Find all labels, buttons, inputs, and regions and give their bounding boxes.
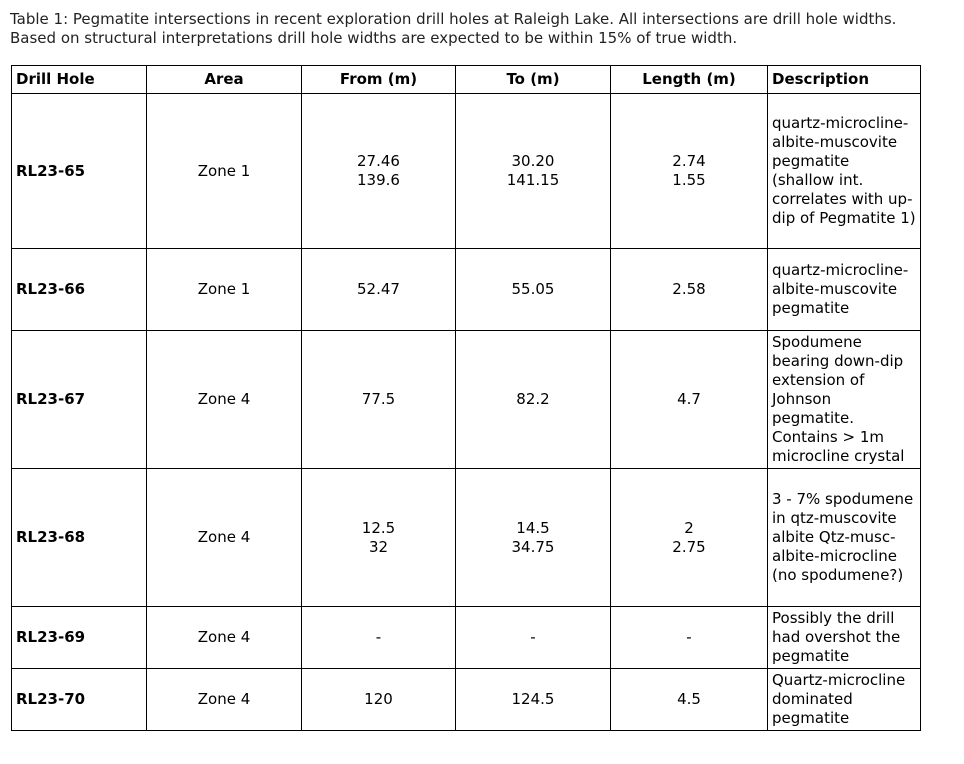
drill-hole-table xyxy=(11,65,921,731)
to-cell xyxy=(456,607,611,669)
from-value: 52.47 xyxy=(357,280,400,298)
area-cell: Zone 4 xyxy=(147,331,302,469)
area-cell: Zone 4 xyxy=(147,669,302,731)
from-value: 77.5 xyxy=(361,390,396,408)
from-value: - xyxy=(375,628,382,646)
from-cell xyxy=(302,607,456,669)
table-header-row xyxy=(12,66,921,94)
length-cell xyxy=(611,94,768,249)
to-cell xyxy=(456,331,611,469)
description-cell: Quartz-microcline dominated pegmatite xyxy=(768,669,921,731)
table-row xyxy=(12,469,921,607)
length-value: 2.74 xyxy=(672,152,706,170)
from-cell xyxy=(302,669,456,731)
length-value: 1.55 xyxy=(672,171,706,189)
table-row xyxy=(12,331,921,469)
length-value: 4.5 xyxy=(677,690,701,708)
area-cell: Zone 4 xyxy=(147,469,302,607)
header-area: Area xyxy=(147,66,302,94)
header-to: To (m) xyxy=(456,66,611,94)
header-drill-hole: Drill Hole xyxy=(12,66,147,94)
from-value: 32 xyxy=(368,537,389,556)
to-value: 55.05 xyxy=(511,280,555,298)
area-cell: Zone 4 xyxy=(147,607,302,669)
from-cell xyxy=(302,249,456,331)
length-cell xyxy=(611,669,768,731)
length-value: - xyxy=(686,628,692,646)
to-cell xyxy=(456,469,611,607)
area-cell: Zone 1 xyxy=(147,249,302,331)
header-description: Description xyxy=(768,66,921,94)
length-value: 2.58 xyxy=(672,280,706,298)
drill-hole-cell: RL23-70 xyxy=(12,669,147,731)
from-cell xyxy=(302,331,456,469)
to-value: 141.15 xyxy=(506,171,560,189)
description-cell: quartz-microcline-albite-muscovite pegmatite xyxy=(768,249,921,331)
table-row xyxy=(12,669,921,731)
length-value: 2.75 xyxy=(672,537,706,556)
table-row xyxy=(12,607,921,669)
length-cell xyxy=(611,607,768,669)
drill-hole-cell: RL23-69 xyxy=(12,607,147,669)
to-value: 82.2 xyxy=(516,390,550,408)
drill-hole-cell: RL23-67 xyxy=(12,331,147,469)
table-row xyxy=(12,94,921,249)
description-cell: Possibly the drill had overshot the pegmatite xyxy=(768,607,921,669)
from-value: 27.46 xyxy=(357,152,400,170)
length-cell xyxy=(611,469,768,607)
to-value: 124.5 xyxy=(511,690,555,708)
length-cell xyxy=(611,331,768,469)
from-value: 12.5 xyxy=(361,518,396,537)
to-cell xyxy=(456,249,611,331)
table-caption: Table 1: Pegmatite intersections in recent exploration drill holes at Raleigh Lake. All intersections are drill hole widths. Based on structural interpretations drill hole widths are expected to be within 15% of true width. xyxy=(10,10,897,47)
to-value: 34.75 xyxy=(511,537,555,556)
to-cell xyxy=(456,669,611,731)
header-from: From (m) xyxy=(302,66,456,94)
to-value: - xyxy=(530,628,536,646)
from-value: 120 xyxy=(364,690,393,708)
description-cell: Spodumene bearing down-dip extension of Johnson pegmatite. Contains > 1m microcline crystal xyxy=(768,331,921,469)
drill-hole-cell: RL23-66 xyxy=(12,249,147,331)
to-cell xyxy=(456,94,611,249)
description-cell: 3 - 7% spodumene in qtz-muscovite albite Qtz-musc-albite-microcline (no spodumene?) xyxy=(768,469,921,607)
from-cell xyxy=(302,469,456,607)
to-value: 14.5 xyxy=(516,518,550,537)
header-length: Length (m) xyxy=(611,66,768,94)
drill-hole-cell: RL23-68 xyxy=(12,469,147,607)
length-value: 2 xyxy=(684,518,694,537)
area-cell: Zone 1 xyxy=(147,94,302,249)
length-cell xyxy=(611,249,768,331)
description-cell: quartz-microcline-albite-muscovite pegmatite (shallow int. correlates with up-dip of Pegmatite 1) xyxy=(768,94,921,249)
table-row xyxy=(12,249,921,331)
from-value: 139.6 xyxy=(357,171,400,189)
from-cell xyxy=(302,94,456,249)
length-value: 4.7 xyxy=(677,390,701,408)
drill-hole-cell: RL23-65 xyxy=(12,94,147,249)
to-value: 30.20 xyxy=(511,152,555,170)
